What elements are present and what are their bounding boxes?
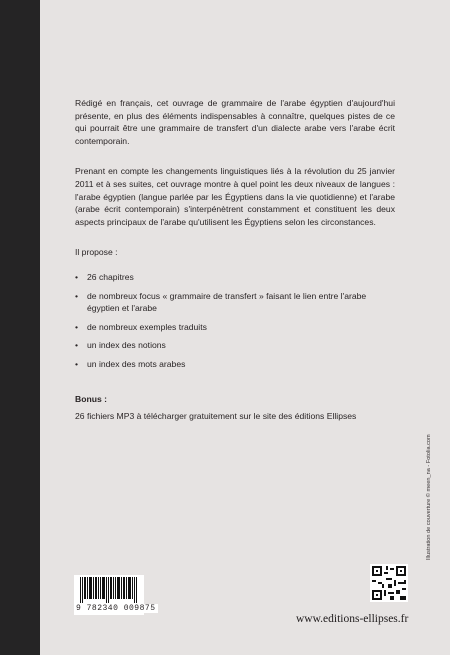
description-paragraph-1: Rédigé en français, cet ouvrage de grammaire de l'arabe égyptien d'aujourd'hui présente, en plus des éléments indispensables à connaître, quelques pistes de ce qui pourrait être une grammaire de transfert d'un dialecte arabe vers l'arabe écrit contemporain.: [75, 98, 395, 146]
book-spine: [0, 0, 40, 655]
barcode-number: 9 782340 009875: [76, 604, 156, 613]
bonus-text: 26 fichiers MP3 à télécharger gratuitement sur le site des éditions Ellipses: [75, 411, 357, 422]
qr-code: [370, 564, 408, 602]
publisher-website[interactable]: www.editions-ellipses.fr: [296, 613, 409, 625]
qr-code-icon: [370, 564, 408, 602]
illustration-credit-text: Illustration de couverture © meen_na - Fotolia.com: [426, 434, 432, 560]
back-cover-text: [75, 97, 395, 423]
bonus-title: Bonus :: [75, 393, 107, 404]
list-item: • 26 chapitres: [75, 271, 395, 284]
description-paragraph-2: Prenant en compte les changements linguistiques liés à la révolution du 25 janvier 2011 et à ses suites, cet ouvrage montre à quel point les deux niveaux de langues : l'arabe égyptien (langue parlée par les Égyptiens dans la vie quotidienne) et l'arabe (arabe écrit contemporain) s'interpénètrent constamment et constituent les deux aspects principaux de l'arabe qu'utilisent les Égyptiens selon les circonstances.: [75, 166, 395, 227]
list-item: • de nombreux exemples traduits: [75, 321, 395, 334]
feature-list: [75, 271, 395, 371]
list-item: • de nombreux focus « grammaire de transfert » faisant le lien entre l'arabe égyptien et l'arabe: [75, 290, 395, 315]
list-intro: Il propose :: [75, 247, 118, 258]
list-item: • un index des mots arabes: [75, 358, 395, 371]
list-item: • un index des notions: [75, 339, 395, 352]
illustration-credit: [426, 409, 432, 560]
barcode-icon: [80, 577, 138, 603]
